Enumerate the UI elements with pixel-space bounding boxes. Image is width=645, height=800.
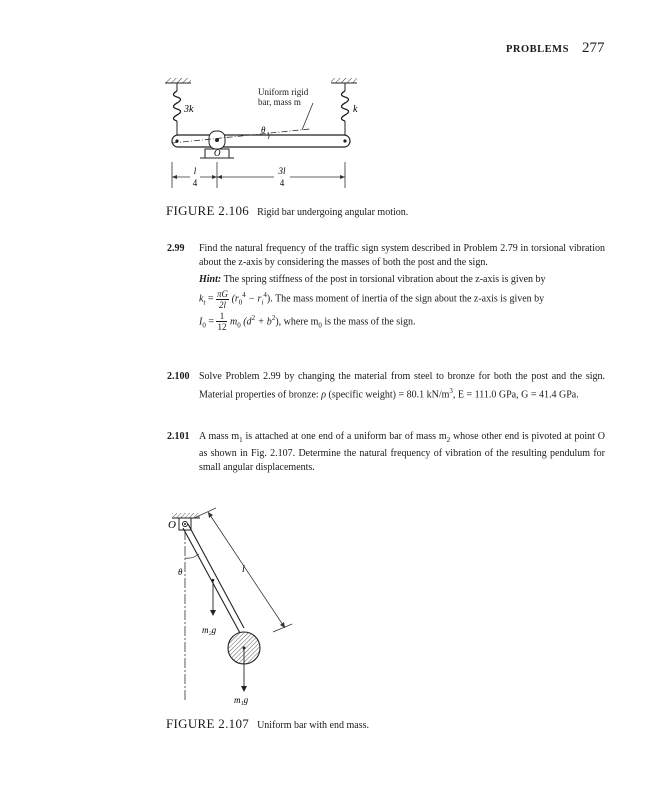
i0-symbol: I bbox=[199, 315, 203, 327]
i0-equation: $I_0$ = $\frac{1}{12}$ $m_0$ $(d^2 + b^2)$, where $m_0$ is the mass of the sign. bbox=[199, 311, 416, 333]
kt-close: ). bbox=[266, 293, 273, 305]
m2g-label: m₂g bbox=[202, 625, 217, 635]
caption-number: FIGURE 2.106 bbox=[166, 203, 250, 218]
problem-text-2: (specific weight) = 80.1 kN/m bbox=[328, 389, 450, 401]
bar-label-line-1: Uniform rigid bbox=[258, 87, 309, 97]
kt-equation: $k_t$ = $\frac{\pi G}{2l}$ $(r_0^4 - r_i^4)$. The mass moment of inertia of the sign about the z-axis is given by bbox=[199, 288, 545, 310]
cubic-exponent: 3 bbox=[449, 387, 453, 395]
problem-text-2: is attached at one end of a uniform bar of mass m bbox=[245, 431, 447, 442]
problem-number: 2.101 bbox=[167, 431, 190, 442]
m1g-arrow-icon bbox=[241, 686, 247, 692]
kt-r0-sub: 0 bbox=[238, 298, 243, 307]
spring-3k-icon bbox=[174, 91, 181, 121]
hint-text: The spring stiffness of the post in torsional vibration about the z-axis is given by bbox=[223, 274, 546, 285]
kt-minus: − r bbox=[245, 293, 262, 305]
length-label: l bbox=[242, 564, 245, 575]
dim-left-denominator: 4 bbox=[192, 178, 198, 188]
dim-right-denominator: 4 bbox=[279, 178, 285, 188]
problem-number: 2.100 bbox=[167, 371, 190, 382]
problem-text-1: A mass m bbox=[199, 431, 240, 442]
caption-text: Rigid bar undergoing angular motion. bbox=[257, 207, 409, 218]
problem-text: Find the natural frequency of the traffic sign system described in Problem 2.79 in torsional vibration about the z-axis by considering the masses of both the post and the sign. bbox=[199, 243, 605, 268]
pivot-label: O bbox=[214, 148, 221, 158]
i0-after-sub: 0 bbox=[318, 320, 322, 329]
pendulum-bar-right bbox=[188, 524, 244, 628]
i0-subscript: 0 bbox=[202, 320, 206, 329]
dim-left-numerator: l bbox=[193, 166, 197, 176]
page-number: 277 bbox=[582, 40, 605, 56]
m2-sub: 2 bbox=[446, 436, 451, 444]
m1-sub: 1 bbox=[239, 436, 243, 444]
problem-2-99 bbox=[167, 242, 605, 332]
spring-left-label: 3k bbox=[184, 104, 194, 115]
problem-text-3: whose other end is pivoted at point O as shown in Fig. 2.107. Determine the natural frequency of vibration of the resulting pendulum for small angular displacements. bbox=[199, 431, 606, 473]
kt-ri-sub: i bbox=[261, 298, 264, 307]
figure-2-106-caption bbox=[166, 203, 408, 219]
i0-b-exp: 2 bbox=[271, 313, 276, 322]
kt-ri-exp: 4 bbox=[263, 291, 267, 299]
kt-r0-exp: 4 bbox=[242, 291, 246, 299]
i0-after-text: where m bbox=[283, 315, 319, 327]
kt-expr-open: (r bbox=[231, 293, 239, 305]
bar-label-line-2: bar, mass m bbox=[258, 97, 301, 107]
length-dimension-line bbox=[208, 512, 285, 628]
kt-fraction-num: πG bbox=[217, 288, 229, 299]
i0-fraction-num: 1 bbox=[216, 311, 227, 322]
i0-close: ), bbox=[275, 315, 282, 327]
figure-2-107 bbox=[160, 500, 310, 710]
kt-fraction-den: 2l bbox=[219, 299, 227, 310]
problem-text-3: , E = 111.0 GPa, G = 41.4 GPa. bbox=[452, 389, 579, 401]
kt-after-text: The mass moment of inertia of the sign about the z-axis is given by bbox=[275, 293, 545, 305]
i0-m: m bbox=[229, 315, 238, 327]
dimension-line bbox=[172, 162, 345, 188]
problem-text-1: Solve Problem 2.99 by changing the material from steel to bronze for both the post and the sign. Material properties of bronze: bbox=[199, 371, 605, 401]
i0-fraction-den: 12 bbox=[217, 322, 227, 333]
m1g-label: m₁g bbox=[234, 695, 249, 705]
pendulum-bar-left bbox=[183, 528, 240, 633]
kt-subscript: t bbox=[203, 298, 206, 307]
i0-paren: (d bbox=[243, 315, 252, 327]
running-header: PROBLEMS bbox=[506, 44, 569, 55]
figure-2-107-caption bbox=[166, 716, 369, 732]
caption-number: FIGURE 2.107 bbox=[166, 716, 250, 731]
problem-number: 2.99 bbox=[167, 243, 185, 254]
rho-symbol: ρ bbox=[321, 389, 326, 401]
label-leader-line bbox=[302, 103, 313, 130]
i0-d-exp: 2 bbox=[251, 313, 256, 322]
dim-right-numerator: 3l bbox=[278, 166, 286, 176]
angle-label: θ bbox=[261, 125, 266, 135]
problem-2-100 bbox=[167, 370, 605, 402]
m2g-arrow-icon bbox=[210, 610, 216, 616]
caption-text: Uniform bar with end mass. bbox=[257, 720, 369, 731]
spring-k-icon bbox=[342, 91, 349, 121]
rigid-bar bbox=[172, 135, 350, 147]
i0-plus: + b bbox=[255, 315, 272, 327]
i0-after-text-2: is the mass of the sign. bbox=[324, 315, 416, 327]
angle-label: θ bbox=[178, 567, 183, 577]
hint-label: Hint: bbox=[199, 274, 222, 285]
spring-right-label: k bbox=[353, 104, 358, 115]
problem-2-101 bbox=[167, 430, 605, 475]
i0-m-sub: 0 bbox=[237, 320, 241, 329]
pivot-label: O bbox=[168, 519, 176, 531]
kt-symbol: k bbox=[199, 293, 204, 305]
bar-label bbox=[258, 87, 308, 107]
